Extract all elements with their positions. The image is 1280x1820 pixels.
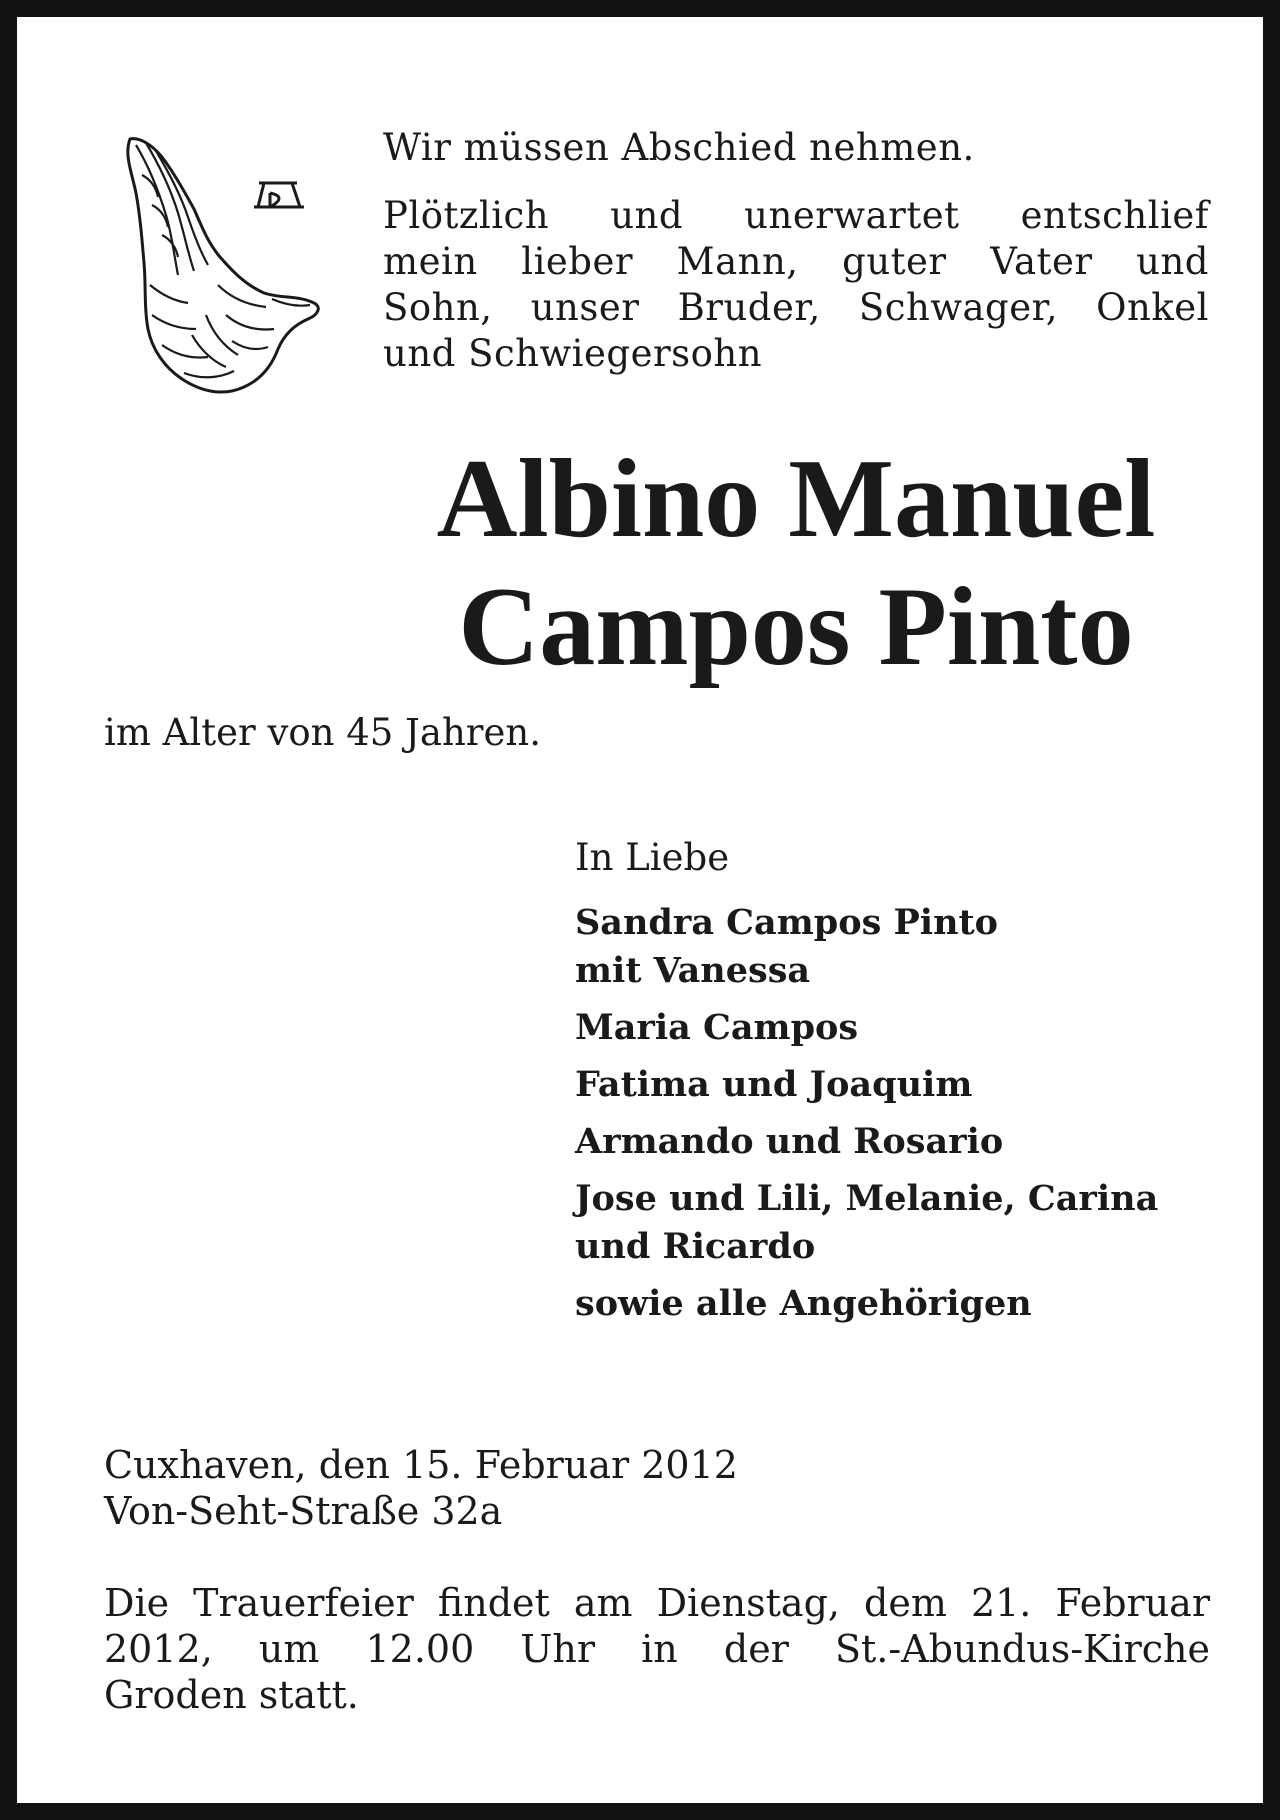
intro-line: Wir müssen Abschied nehmen.	[383, 126, 975, 169]
family-member-line: sowie alle Angehörigen	[575, 1283, 1032, 1324]
intro-paragraph	[383, 193, 1209, 377]
family-member	[575, 1175, 1215, 1271]
family-member-line: Fatima und Joaquim	[575, 1064, 973, 1105]
place-and-address	[104, 1442, 738, 1534]
praying-hands-icon	[122, 135, 332, 405]
family-member	[575, 1280, 1215, 1328]
family-member-line: Maria Campos	[575, 1007, 859, 1048]
family-member-line: Jose und Lili, Melanie, Carina	[575, 1178, 1159, 1219]
family-member-line: mit Vanessa	[575, 950, 811, 991]
service-line: Groden statt.	[104, 1673, 359, 1717]
intro-text	[383, 125, 1209, 377]
family-member	[575, 899, 1215, 995]
intro-paragraph-line: mein lieber Mann, guter Vater und	[383, 240, 1209, 283]
deceased-name	[383, 435, 1209, 691]
age-line: im Alter von 45 Jahren.	[104, 711, 541, 754]
family-member-line: und Ricardo	[575, 1226, 816, 1267]
place-date: Cuxhaven, den 15. Februar 2012	[104, 1443, 738, 1487]
intro-paragraph-line: Plötzlich und unerwartet entschlief	[383, 194, 1209, 237]
deceased-name-line: Campos Pinto	[458, 565, 1134, 689]
family-member-line: Armando und Rosario	[575, 1121, 1004, 1162]
address: Von-Seht-Straße 32a	[104, 1489, 503, 1533]
intro-paragraph-line: und Schwiegersohn	[383, 332, 763, 375]
family-member	[575, 1061, 1215, 1109]
deceased-name-line: Albino Manuel	[436, 437, 1156, 561]
family-list	[575, 835, 1215, 1337]
service-line: 2012, um 12.00 Uhr in der St.-Abundus-Kirche	[104, 1627, 1210, 1671]
family-member	[575, 1004, 1215, 1052]
intro-paragraph-line: Sohn, unser Bruder, Schwager, Onkel	[383, 286, 1209, 329]
service-info	[104, 1580, 1210, 1718]
family-member	[575, 1118, 1215, 1166]
family-member-line: Sandra Campos Pinto	[575, 902, 999, 943]
service-line: Die Trauerfeier findet am Dienstag, dem 21. Februar	[104, 1581, 1210, 1625]
in-love-label: In Liebe	[575, 836, 730, 879]
